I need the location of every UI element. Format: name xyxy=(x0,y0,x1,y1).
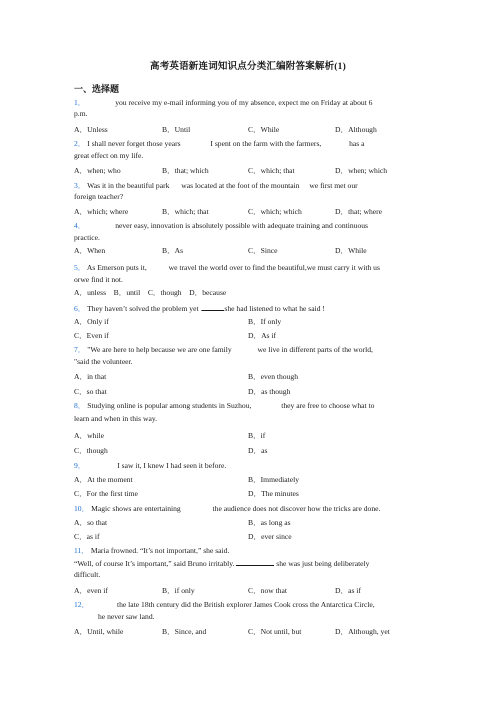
question-text: she had listened to what he said ! xyxy=(224,304,325,313)
option-b[interactable]: B．If only xyxy=(248,317,282,326)
option-d[interactable]: D．ever since xyxy=(248,532,292,541)
question-text: Maria frowned. “It’s not important,” she said. xyxy=(90,546,230,555)
question-number: 10． xyxy=(74,504,90,513)
option-c[interactable]: C．as if xyxy=(74,532,100,541)
question-9 xyxy=(74,461,226,470)
question-6 xyxy=(74,303,325,313)
answer-blank[interactable] xyxy=(236,558,274,566)
question-text: the audience does not discover how the tricks are done. xyxy=(212,504,381,513)
option-a[interactable]: A．Until, while xyxy=(74,627,124,636)
option-d[interactable]: D．when; which xyxy=(335,166,388,175)
option-d[interactable]: D．that; where xyxy=(335,207,383,216)
question-number: 8． xyxy=(74,401,86,410)
question-text-cont: foreign teacher? xyxy=(74,192,124,201)
option-d[interactable]: D．While xyxy=(335,246,367,255)
question-text: Was it in the beautiful park xyxy=(87,181,170,190)
question-text: I spent on the farm with the farmers, xyxy=(210,139,322,148)
question-8 xyxy=(74,401,374,410)
option-a[interactable]: A．Only if xyxy=(74,317,109,326)
option-c[interactable]: C．While xyxy=(248,125,280,134)
option-a[interactable]: A．in that xyxy=(74,372,107,381)
option-c[interactable]: C．so that xyxy=(74,387,107,396)
question-11 xyxy=(74,546,229,555)
section-heading: 一、选择题 xyxy=(74,84,120,94)
option-b[interactable]: B．Until xyxy=(162,125,191,134)
option-d[interactable]: D．as xyxy=(248,446,268,455)
question-text: has a xyxy=(349,139,365,148)
question-1 xyxy=(74,98,372,107)
option-a[interactable]: A．When xyxy=(74,246,106,255)
question-text-cont: learn and when in this way. xyxy=(74,414,158,423)
question-4 xyxy=(74,221,368,230)
question-text: she was just being deliberately xyxy=(276,559,370,568)
option-b[interactable]: B．Since, and xyxy=(162,627,207,636)
question-text: “Well, of course It’s important,” said Bruno irritably. xyxy=(74,559,235,568)
question-text-cont: p.m. xyxy=(74,109,88,118)
question-number: 5． xyxy=(74,263,86,272)
option-b[interactable]: B．as long as xyxy=(248,518,291,527)
question-text: I shall never forget those years xyxy=(87,139,181,148)
question-text-cont: great effect on my life. xyxy=(74,151,144,160)
option-b[interactable]: B．if xyxy=(248,431,266,440)
question-3 xyxy=(74,181,358,190)
question-number: 9． xyxy=(74,461,86,470)
option-c[interactable]: C．For the first time xyxy=(74,489,138,498)
option-d[interactable]: D．as if xyxy=(335,586,361,595)
option-b[interactable]: B．Immediately xyxy=(248,475,300,484)
option-c[interactable]: C．Since xyxy=(248,246,278,255)
question-7 xyxy=(74,345,373,354)
question-text-cont: he never saw land. xyxy=(98,612,155,621)
question-text: I saw it, I knew I had seen it before. xyxy=(117,461,227,470)
option-b[interactable]: B．even though xyxy=(248,372,298,381)
option-a[interactable]: A．Unless xyxy=(74,125,108,134)
option-c[interactable]: C．Even if xyxy=(74,331,109,340)
option-b[interactable]: B．which; that xyxy=(162,207,209,216)
page-title: 高考英语新连词知识点分类汇编附答案解析(1) xyxy=(150,62,346,72)
question-text-cont: difficult. xyxy=(74,570,101,579)
question-number: 3． xyxy=(74,181,86,190)
question-text: they are free to choose what to xyxy=(281,401,375,410)
question-text: They haven’t solved the problem yet . xyxy=(87,304,203,313)
option-b[interactable]: B．if only xyxy=(162,586,195,595)
question-text-cont xyxy=(74,558,369,568)
option-a[interactable]: A．which; where xyxy=(74,207,129,216)
question-12 xyxy=(74,600,375,609)
option-c[interactable]: C．which; that xyxy=(248,166,295,175)
question-text: we first met our xyxy=(309,181,358,190)
option-c[interactable]: C．which; which xyxy=(248,207,302,216)
option-d[interactable]: D．as though xyxy=(248,387,291,396)
question-text: was located at the foot of the mountain xyxy=(181,181,300,190)
question-2 xyxy=(74,139,365,148)
option-a[interactable]: A．At the moment xyxy=(74,475,133,484)
option-b[interactable]: B．As xyxy=(162,246,184,255)
option-d[interactable]: D．Although, yet xyxy=(335,627,390,636)
option-d[interactable]: D．As if xyxy=(248,331,277,340)
question-text-cont: orwe find it not. xyxy=(74,275,123,284)
option-c[interactable]: C．now that xyxy=(248,586,288,595)
question-number: 6． xyxy=(74,304,86,313)
option-d[interactable]: D．The minutes xyxy=(248,489,299,498)
question-text: you receive my e-mail informing you of my absence, expect me on Friday at about 6 xyxy=(115,98,373,107)
option-c[interactable]: C．Not until, but xyxy=(248,627,302,636)
question-5 xyxy=(74,263,380,272)
option-b[interactable]: B．that; which xyxy=(162,166,209,175)
question-10 xyxy=(74,504,380,513)
question-number: 1． xyxy=(74,98,86,107)
question-text-cont: practice. xyxy=(74,233,100,242)
question-number: 11． xyxy=(74,546,89,555)
option-a[interactable]: A．so that xyxy=(74,518,108,527)
question-number: 7． xyxy=(74,345,86,354)
option-a[interactable]: A．even if xyxy=(74,586,108,595)
question-text: never easy, innovation is absolutely possible with adequate training and continuous xyxy=(115,221,368,230)
question-text: As Emerson puts it, xyxy=(86,263,147,272)
question-number: 12． xyxy=(74,600,90,609)
question-text: we travel the world over to find the beautiful,we must carry it with us xyxy=(168,263,380,272)
options-row[interactable]: A．unless B．until C．though D．because xyxy=(74,288,227,297)
question-text: Studying online is popular among students in Suzhou, xyxy=(87,401,252,410)
question-text: Magic shows are entertaining xyxy=(91,504,181,513)
question-number: 2． xyxy=(74,139,86,148)
option-d[interactable]: D．Although xyxy=(335,125,377,134)
question-text: "We are here to help because we are one family xyxy=(87,345,232,354)
option-c[interactable]: C．though xyxy=(74,446,108,455)
question-text: we live in different parts of the world, xyxy=(257,345,373,354)
option-a[interactable]: A．while xyxy=(74,431,104,440)
answer-blank[interactable] xyxy=(202,303,224,311)
question-text-cont: "said the volunteer. xyxy=(74,357,133,366)
question-text: the late 18th century did the British explorer James Cook cross the Antarctica Circle, xyxy=(117,600,375,609)
question-number: 4． xyxy=(74,221,86,230)
option-a[interactable]: A．when; who xyxy=(74,166,121,175)
